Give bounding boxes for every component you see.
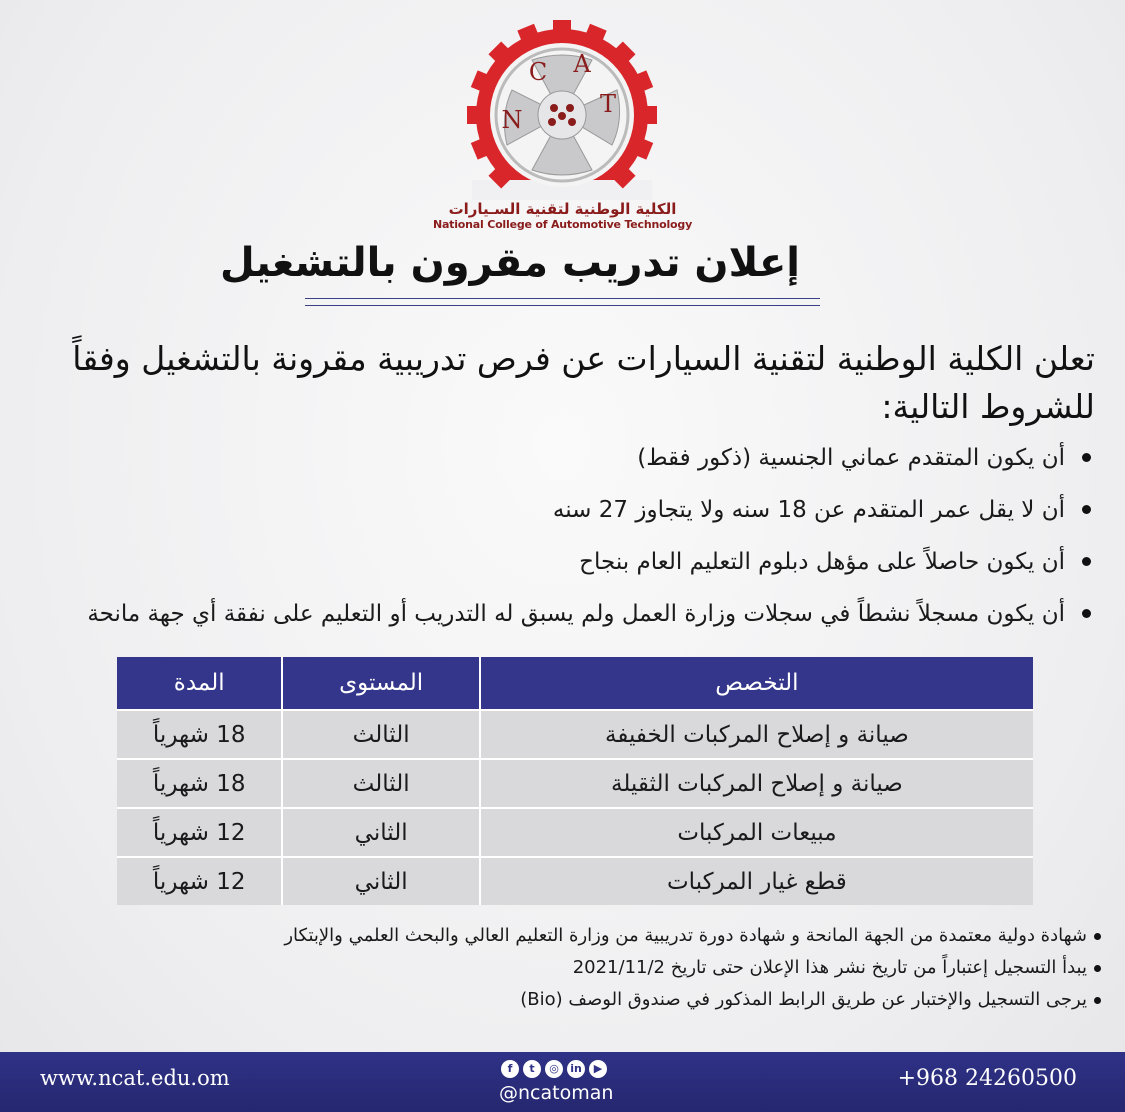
college-logo <box>430 20 695 231</box>
header-duration: المدة <box>117 657 282 710</box>
gear-wheel-logo-icon <box>452 20 672 200</box>
conditions-list <box>15 438 1095 646</box>
footer-bar <box>0 1052 1125 1112</box>
bullet-icon <box>1082 609 1091 618</box>
social-block <box>493 1054 633 1110</box>
page-title: إعلان تدريب مقرون بالتشغيل <box>220 240 800 286</box>
header-level: المستوى <box>282 657 479 710</box>
cell-level: الثاني <box>282 808 479 857</box>
logo-english-name: National College of Automotive Technology <box>432 218 693 231</box>
social-icons <box>501 1060 607 1078</box>
logo-letter-n: N <box>501 106 523 134</box>
note-text: يرجى التسجيل والإختبار عن طريق الرابط المذكور في صندوق الوصف (Bio) <box>520 989 1087 1010</box>
condition-text: أن يكون مسجلاً نشطاً في سجلات وزارة العمل ولم يسبق له التدريب أو التعليم على نفقة أي جهة مانحة <box>87 601 1065 627</box>
condition-text: أن يكون حاصلاً على مؤهل دبلوم التعليم العام بنجاح <box>579 549 1065 575</box>
table-header-row <box>117 657 1033 710</box>
twitter-icon[interactable]: t <box>523 1060 541 1078</box>
gear-tooth <box>639 106 657 124</box>
instagram-icon[interactable]: ◎ <box>545 1060 563 1078</box>
logo-letter-t: T <box>599 90 617 118</box>
bullet-icon <box>1082 453 1091 462</box>
note-item <box>13 920 1103 952</box>
cell-specialization: قطع غيار المركبات <box>480 857 1033 905</box>
condition-text: أن لا يقل عمر المتقدم عن 18 سنه ولا يتجاوز 27 سنه <box>552 497 1065 523</box>
phone-number[interactable]: +968 24260500 <box>897 1066 1077 1091</box>
bullet-icon <box>1082 505 1091 514</box>
condition-item <box>15 594 1095 646</box>
cell-duration: 12 شهرياً <box>117 808 282 857</box>
bullet-icon <box>1094 997 1101 1004</box>
programs-table <box>117 657 1033 905</box>
gear-tooth <box>553 20 571 38</box>
cell-specialization: مبيعات المركبات <box>480 808 1033 857</box>
note-item <box>13 952 1103 984</box>
notes-list <box>13 920 1103 1016</box>
logo-arabic-name: الكلية الوطنية لتقنية السـيارات <box>448 200 677 218</box>
note-item <box>13 984 1103 1016</box>
logo-letter-c: C <box>528 58 548 86</box>
bullet-icon <box>1082 557 1091 566</box>
intro-text: تعلن الكلية الوطنية لتقنية السيارات عن فرص تدريبية مقرونة بالتشغيل وفقاً للشروط التالية: <box>72 339 1095 426</box>
gear-tooth <box>467 106 485 124</box>
cell-level: الثالث <box>282 710 479 759</box>
condition-item <box>15 542 1095 594</box>
linkedin-icon[interactable]: in <box>567 1060 585 1078</box>
table-row <box>117 759 1033 808</box>
youtube-icon[interactable]: ▶ <box>589 1060 607 1078</box>
cell-duration: 18 شهرياً <box>117 710 282 759</box>
note-text: شهادة دولية معتمدة من الجهة المانحة و شهادة دورة تدريبية من وزارة التعليم العالي والبحث العلمي والإبتكار <box>284 925 1087 946</box>
facebook-icon[interactable]: f <box>501 1060 519 1078</box>
cell-specialization: صيانة و إصلاح المركبات الخفيفة <box>480 710 1033 759</box>
table-row <box>117 857 1033 905</box>
table-row <box>117 710 1033 759</box>
table-row <box>117 808 1033 857</box>
header-specialization: التخصص <box>480 657 1033 710</box>
bullet-icon <box>1094 933 1101 940</box>
note-text: يبدأ التسجيل إعتباراً من تاريخ نشر هذا الإعلان حتى تاريخ 2021/11/2 <box>572 957 1087 978</box>
cell-level: الثالث <box>282 759 479 808</box>
bullet-icon <box>1094 965 1101 972</box>
social-handle[interactable]: @ncatoman <box>499 1082 614 1104</box>
cell-duration: 12 شهرياً <box>117 857 282 905</box>
logo-letter-a: A <box>573 50 591 78</box>
website-link[interactable]: www.ncat.edu.om <box>40 1066 230 1090</box>
cell-specialization: صيانة و إصلاح المركبات الثقيلة <box>480 759 1033 808</box>
condition-item <box>15 490 1095 542</box>
cell-level: الثاني <box>282 857 479 905</box>
condition-item <box>15 438 1095 490</box>
condition-text: أن يكون المتقدم عماني الجنسية (ذكور فقط) <box>637 445 1065 471</box>
cell-duration: 18 شهرياً <box>117 759 282 808</box>
title-divider <box>305 298 820 306</box>
